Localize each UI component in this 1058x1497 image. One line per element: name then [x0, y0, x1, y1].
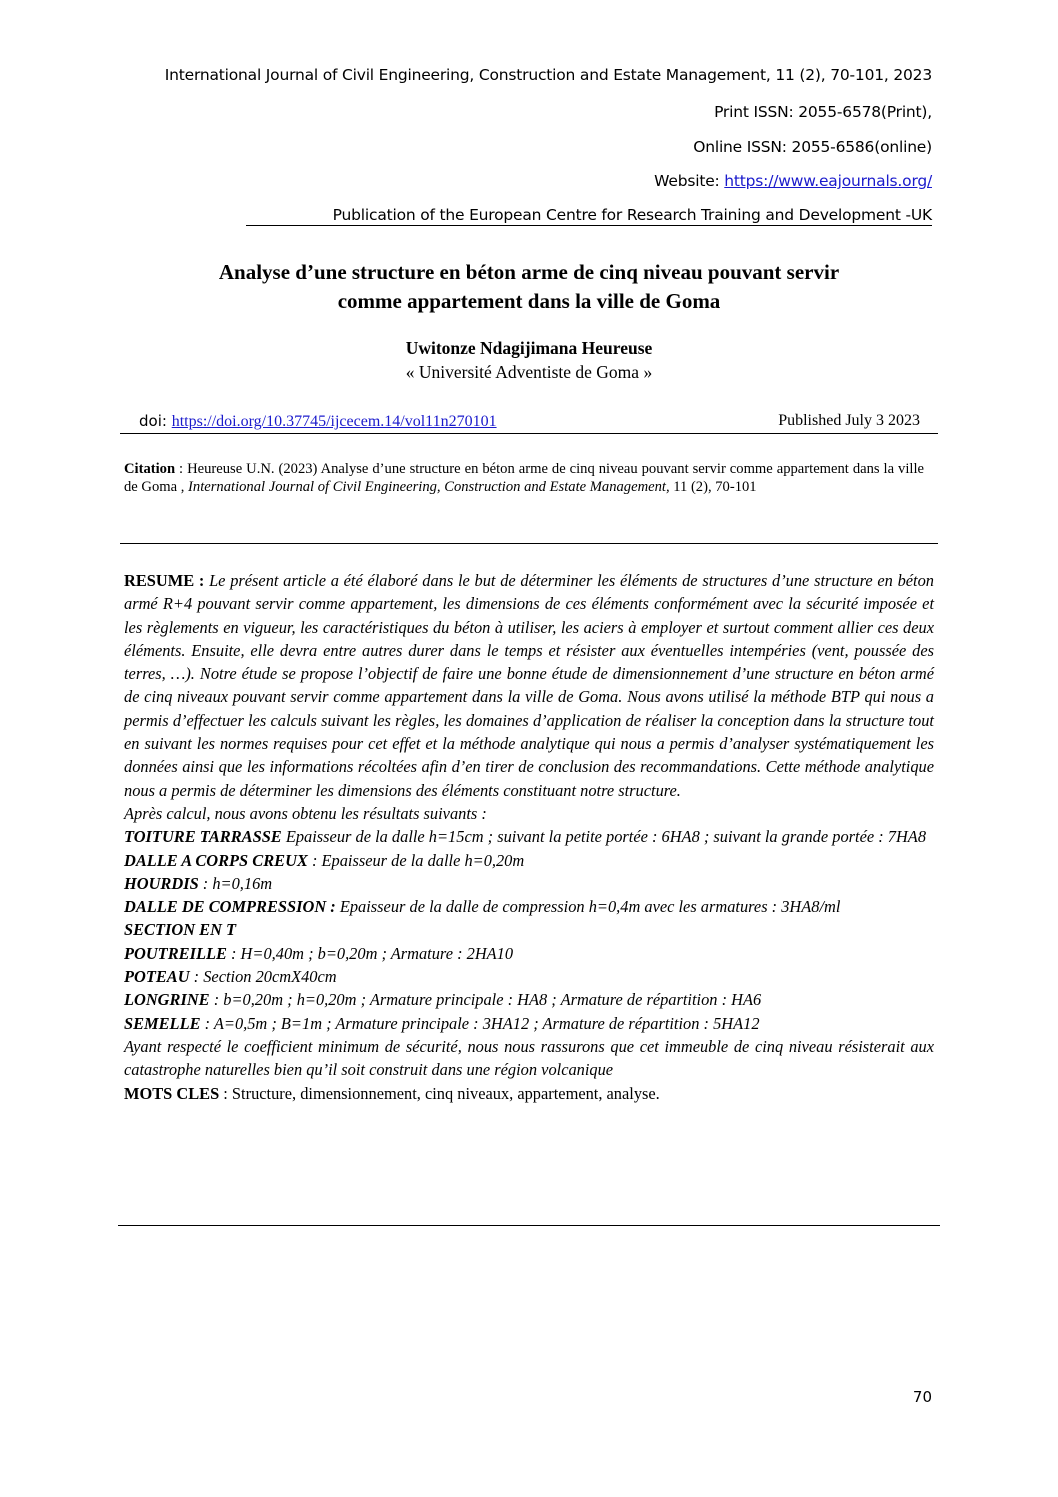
result-item	[124, 872, 934, 895]
result-text: Epaisseur de la dalle h=15cm ; suivant la petite portée : 6HA8 ; suivant la grande portée : 7HA8	[281, 827, 927, 847]
citation-label: Citation	[124, 461, 176, 477]
citation-block	[124, 460, 924, 496]
website-line	[654, 172, 932, 190]
result-label: SEMELLE	[124, 1013, 201, 1033]
abstract-label: RESUME :	[124, 571, 205, 590]
result-item	[124, 1012, 934, 1035]
keywords-label: MOTS CLES	[124, 1083, 220, 1103]
result-label: DALLE A CORPS CREUX	[124, 850, 308, 870]
abstract-body: Le présent article a été élaboré dans le but de déterminer les éléments de structures d’une structure en béton armé R+4 pouvant servir comme appartement, les dimensions de ces éléments conformément avec la sécurité imposée et les règlements en vigueur, les caractéristiques du béton à utiliser, les aciers à employer et surtout comment allier ces deux éléments. Ensuite, elle devra entre autres durer dans le temps et résister aux éventuelles intempéries (vent, poussée des terres, …). Notre étude se propose l’objectif de faire une bonne étude de dimensionnement d’une structure en béton armé de cinq niveaux pouvant servir comme appartement dans la ville de Goma. Nous avons utilisé la méthode BTP qui nous a permis d’effectuer les calculs suivant les règles, les domaines d’application de réaliser la conception dans la structure tout en suivant les normes requises pour cet effet et la méthode analytique qui nous a permis d’analyser systématiquement les données ainsi que les informations récoltées afin d’en tirer de conclusion des recommandations. Cette méthode analytique nous a permis de déterminer les dimensions des éléments constituant notre structure.	[124, 571, 935, 800]
print-issn: Print ISSN: 2055-6578(Print),	[714, 103, 932, 121]
result-text: Epaisseur de la dalle de compression h=0,4m avec les armatures : 3HA8/ml	[335, 897, 841, 917]
result-text: : b=0,20m ; h=0,20m ; Armature principale : HA8 ; Armature de répartition : HA6	[209, 990, 762, 1010]
published-date: Published July 3 2023	[778, 412, 920, 429]
keywords-text: : Structure, dimensionnement, cinq niveaux, appartement, analyse.	[219, 1083, 660, 1103]
author-name: Uwitonze Ndagijimana Heureuse	[405, 338, 653, 358]
doi-label: doi:	[139, 412, 172, 430]
result-item	[124, 825, 934, 848]
result-label: TOITURE TARRASSE	[124, 827, 282, 847]
article-title	[120, 258, 938, 316]
result-text: : Section 20cmX40cm	[189, 967, 337, 987]
doi-link[interactable]: https://doi.org/10.37745/ijcecem.14/vol11n270101	[171, 413, 497, 430]
citation-divider	[120, 543, 938, 544]
page-number: 70	[912, 1388, 932, 1406]
doi-divider	[120, 433, 938, 434]
keywords-line	[124, 1082, 934, 1105]
result-text: : h=0,16m	[198, 873, 273, 893]
journal-header-line: International Journal of Civil Engineering, Construction and Estate Management, 11 (2), 70-101, 2023	[164, 66, 932, 84]
result-text: : H=0,40m ; b=0,20m ; Armature : 2HA10	[226, 943, 514, 963]
doi-line	[139, 412, 497, 431]
result-text: : Epaisseur de la dalle h=0,20m	[307, 850, 525, 870]
result-item	[124, 988, 934, 1011]
result-label: POUTREILLE	[124, 943, 227, 963]
citation-text: : Heureuse U.N. (2023) Analyse d’une structure en béton arme de cinq niveau pouvant servir comme appartement dans la ville de Goma ,	[124, 461, 924, 495]
abstract-conclusion: Ayant respecté le coefficient minimum de sécurité, nous nous rassurons que cet immeuble de cinq niveau résisterait aux catastrophe naturelles bien qu’il soit construit dans une région volcanique	[124, 1036, 934, 1080]
author-affiliation: « Université Adventiste de Goma »	[405, 362, 653, 382]
citation-journal: International Journal of Civil Engineering, Construction and Estate Management,	[188, 479, 670, 495]
online-issn: Online ISSN: 2055-6586(online)	[693, 138, 932, 156]
result-item	[124, 849, 934, 872]
publisher-line: Publication of the European Centre for Research Training and Development -UK	[332, 206, 932, 224]
abstract-divider	[118, 1225, 940, 1226]
result-item	[124, 942, 934, 965]
result-text: : A=0,5m ; B=1m ; Armature principale : 3HA12 ; Armature de répartition : 5HA12	[200, 1013, 760, 1033]
citation-volume: 11 (2), 70-101	[669, 479, 757, 495]
title-line-2: comme appartement dans la ville de Goma	[337, 289, 721, 313]
title-line-1: Analyse d’une structure en béton arme de cinq niveau pouvant servir	[218, 260, 840, 284]
abstract-paragraph	[124, 569, 934, 802]
result-item	[124, 918, 934, 941]
result-label: DALLE DE COMPRESSION :	[124, 897, 336, 917]
result-item	[124, 895, 934, 918]
header-divider	[246, 225, 932, 226]
result-label: HOURDIS	[124, 873, 199, 893]
result-item	[124, 965, 934, 988]
abstract-block	[124, 569, 934, 1105]
result-label: SECTION EN T	[124, 920, 237, 940]
results-intro: Après calcul, nous avons obtenu les résultats suivants :	[124, 803, 487, 823]
result-label: POTEAU	[124, 967, 190, 987]
website-label: Website:	[654, 172, 725, 190]
website-link[interactable]: https://www.eajournals.org/	[724, 172, 932, 190]
result-label: LONGRINE	[124, 990, 210, 1010]
